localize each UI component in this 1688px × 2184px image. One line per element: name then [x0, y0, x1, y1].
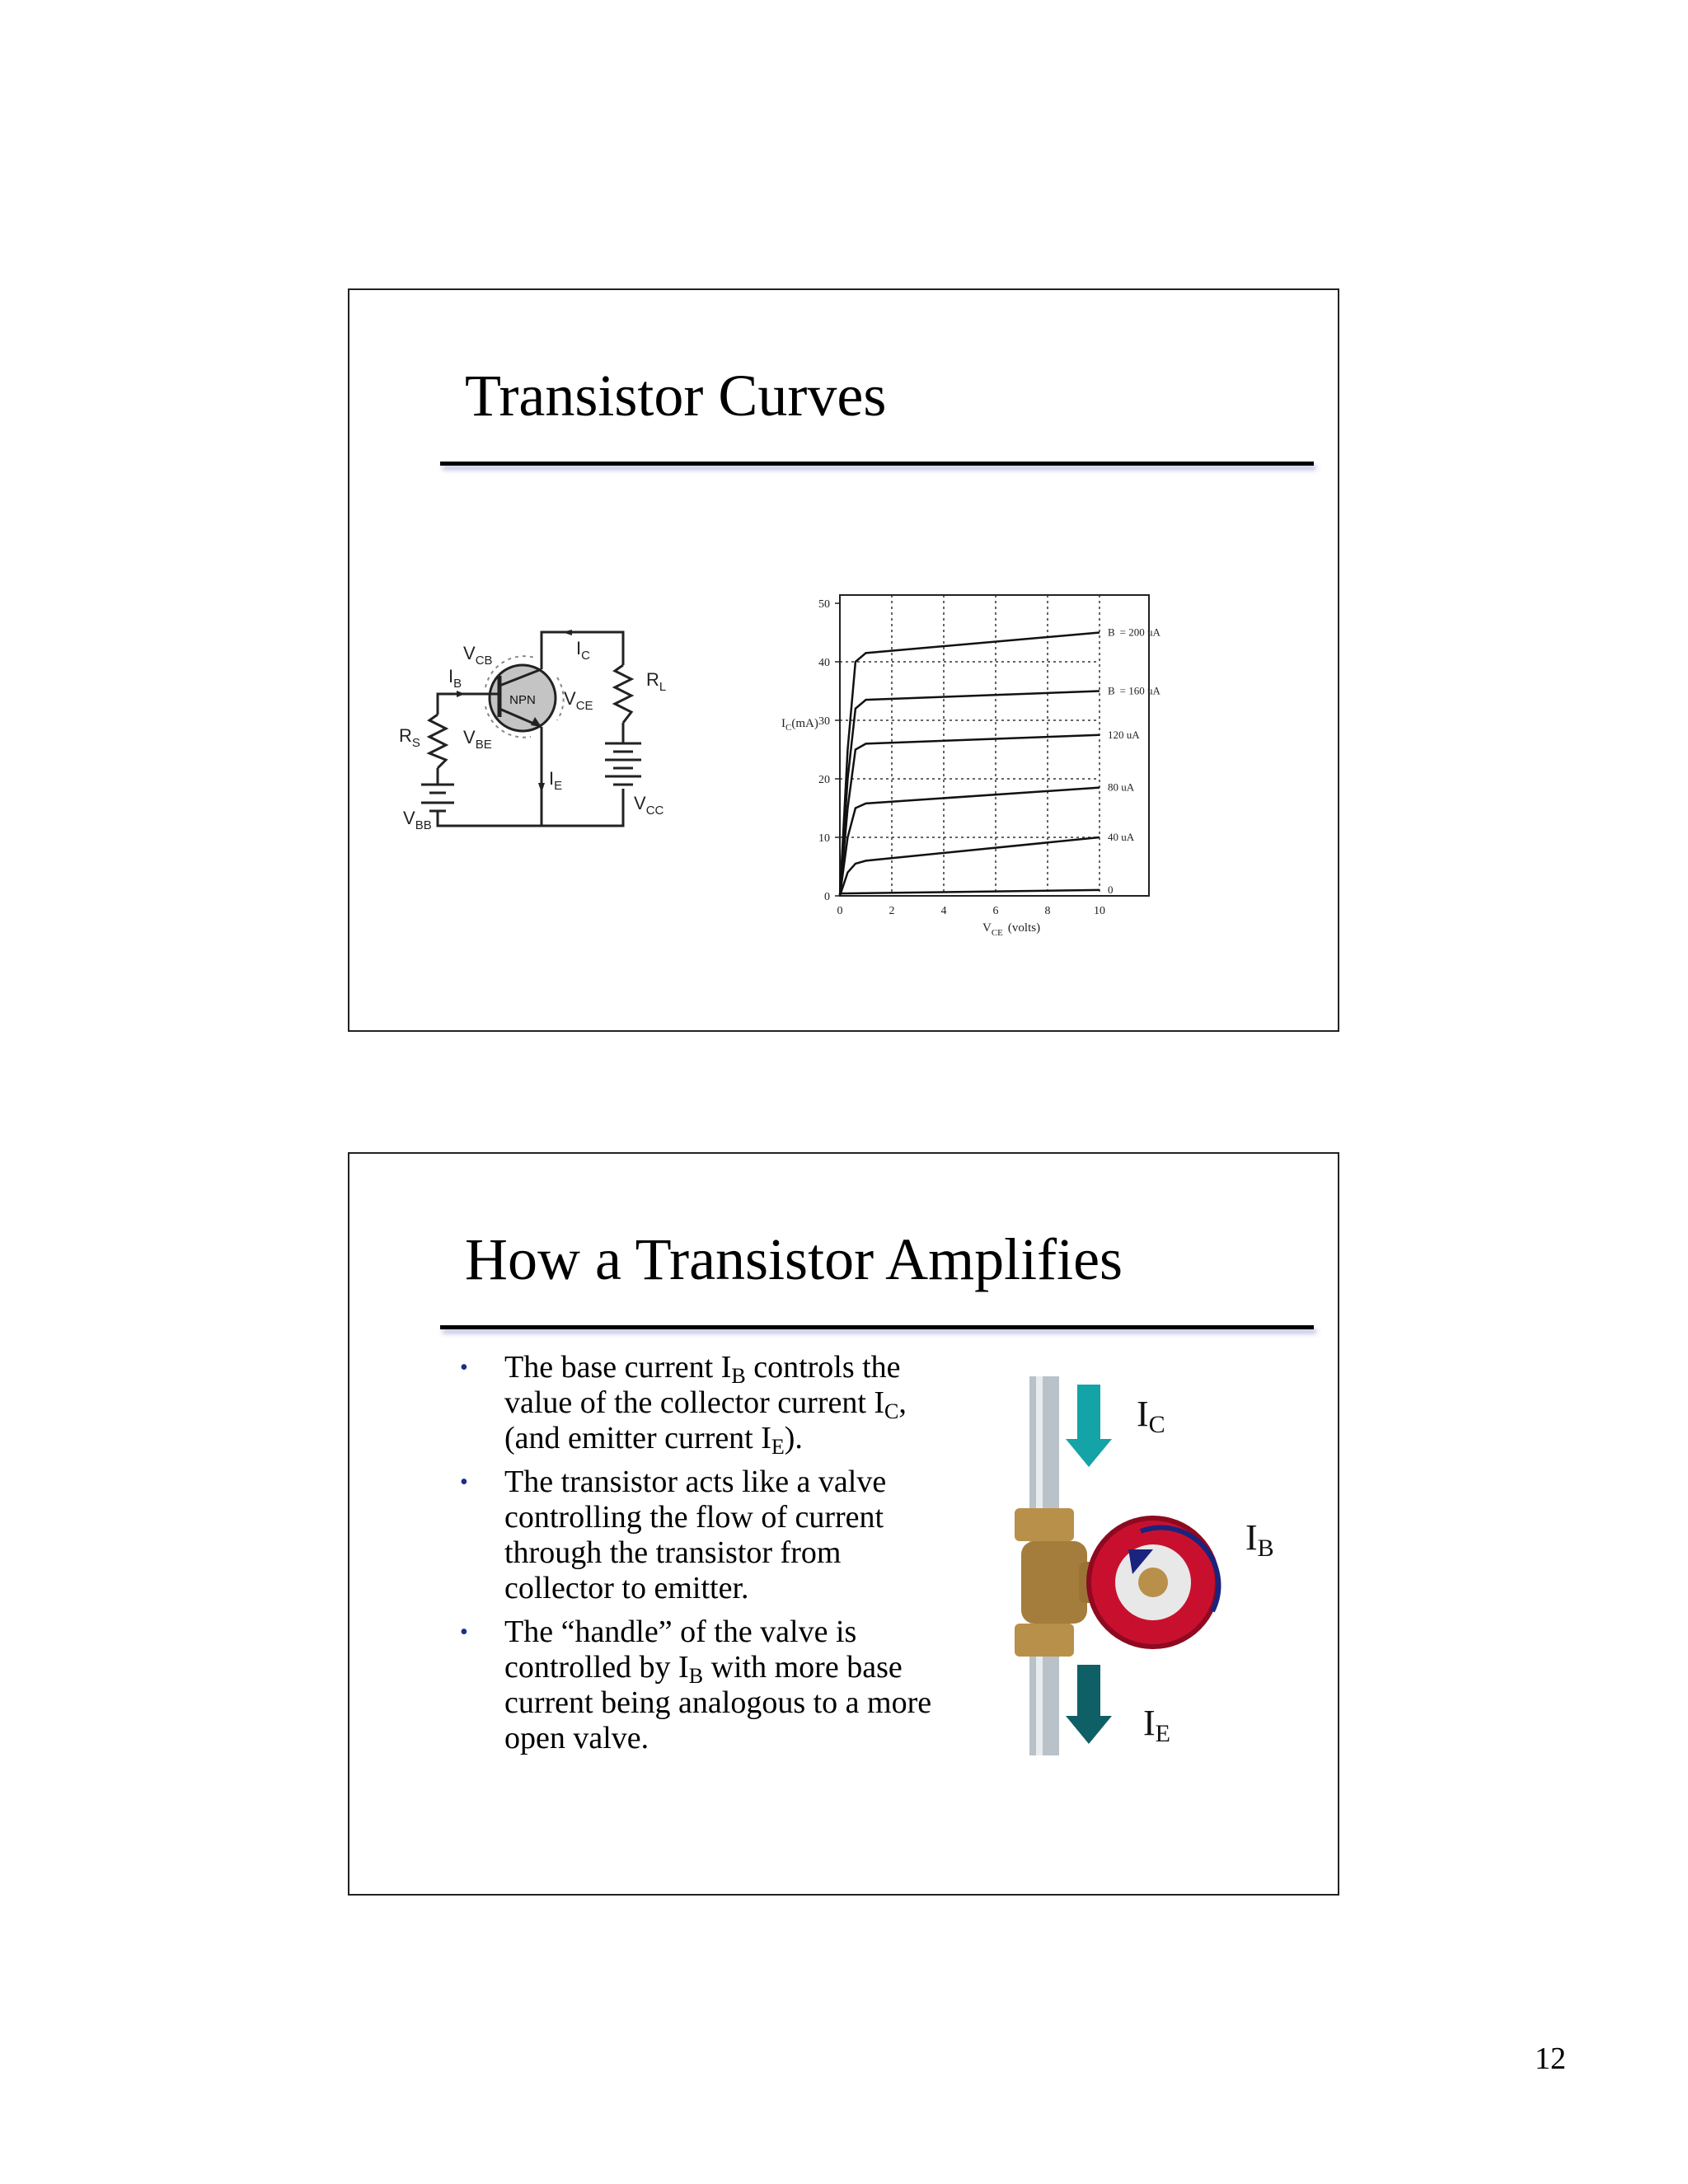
svg-text:VBE: $V_{BE}$	[463, 727, 492, 752]
bullet-dot-icon: •	[460, 1355, 468, 1380]
series-line	[840, 691, 1100, 897]
chart-y-axis-label: $I_C(mA)$	[781, 717, 818, 733]
slide-how-transistor-amplifies	[348, 1152, 1339, 1896]
title-underline	[440, 1325, 1314, 1329]
svg-text:IB: $I_B$	[448, 666, 462, 691]
series-label: 120 uA	[1108, 728, 1140, 741]
vbb-battery	[421, 785, 454, 811]
transistor-characteristic-chart	[778, 579, 1223, 941]
svg-text:VCC: $V_{CC}$	[634, 793, 664, 818]
x-tick-label: 8	[1044, 905, 1051, 917]
slide-title: How a Transistor Amplifies	[465, 1226, 1123, 1292]
title-underline	[440, 462, 1314, 466]
slide-title: Transistor Curves	[465, 363, 887, 429]
x-tick-label: 4	[940, 905, 947, 917]
y-tick-label: 40	[818, 657, 830, 669]
chart-series-labels	[1108, 626, 1161, 896]
series-label: 0	[1108, 883, 1114, 896]
series-label: B = 200 uA	[1108, 626, 1160, 639]
series-line	[840, 735, 1100, 896]
y-tick-label: 10	[818, 832, 830, 845]
page-number: 12	[1535, 2041, 1566, 2076]
series-line	[840, 837, 1100, 896]
npn-circuit-diagram	[399, 628, 696, 842]
series-label: 40 uA	[1108, 831, 1135, 843]
svg-text:VCB: $V_{CB}$	[463, 643, 493, 668]
bullet-dot-icon: •	[460, 1619, 468, 1645]
ie-arrow	[1066, 1665, 1112, 1744]
vcc-battery	[605, 743, 641, 785]
bullet-item: • The base current $I_B$ controls the value of the collector current $I_C$, (and emitter current $I_E$).	[460, 1350, 907, 1459]
y-tick-label: 20	[818, 774, 830, 786]
chart-frame	[840, 595, 1149, 896]
bullet-list	[457, 1350, 951, 1765]
x-tick-label: 0	[837, 905, 843, 917]
chart-x-axis-label: $V_{CE}$ (volts)	[982, 921, 1041, 938]
chart-series	[840, 633, 1100, 897]
series-line	[840, 890, 1100, 893]
ib-label: IB	[1245, 1517, 1274, 1562]
y-tick-label: 50	[818, 598, 830, 611]
svg-text:RL: $R_L$	[646, 669, 667, 694]
source-resistor	[429, 715, 446, 768]
chart-x-ticks	[837, 905, 1106, 917]
svg-text:IE: $I_E$	[549, 768, 563, 793]
chart-y-ticks	[818, 598, 840, 903]
svg-text:VBB: $V_{BB}$	[403, 808, 432, 832]
bullet-item: • The transistor acts like a valve controlling the flow of current through the transistor from collector to emitter.	[460, 1465, 887, 1605]
x-tick-label: 10	[1094, 905, 1105, 917]
series-line	[840, 633, 1100, 897]
ic-label: IC	[1137, 1394, 1165, 1438]
transistor-type-label: NPN	[509, 693, 536, 707]
slide-transistor-curves	[348, 288, 1339, 1032]
y-tick-label: 0	[824, 891, 830, 903]
bullet-item: • The “handle” of the valve is controlled by $I_B$ with more base current being analogous to a more open valve.	[460, 1615, 932, 1755]
valve-handle	[1089, 1518, 1217, 1647]
valve-analogy-illustration	[964, 1376, 1293, 1755]
svg-text:VCE: $V_{CE}$	[564, 688, 593, 713]
svg-text:IC: $I_C$	[576, 638, 590, 663]
y-tick-label: 30	[818, 715, 830, 728]
series-label: 80 uA	[1108, 780, 1135, 794]
x-tick-label: 6	[992, 905, 999, 917]
x-tick-label: 2	[889, 905, 895, 917]
ic-arrow	[1066, 1385, 1112, 1467]
load-resistor	[615, 665, 631, 723]
ie-label: IE	[1143, 1703, 1170, 1747]
bullet-dot-icon: •	[460, 1469, 468, 1495]
series-label: B = 160 uA	[1108, 684, 1160, 697]
svg-text:RS: $R_S$	[399, 725, 420, 750]
